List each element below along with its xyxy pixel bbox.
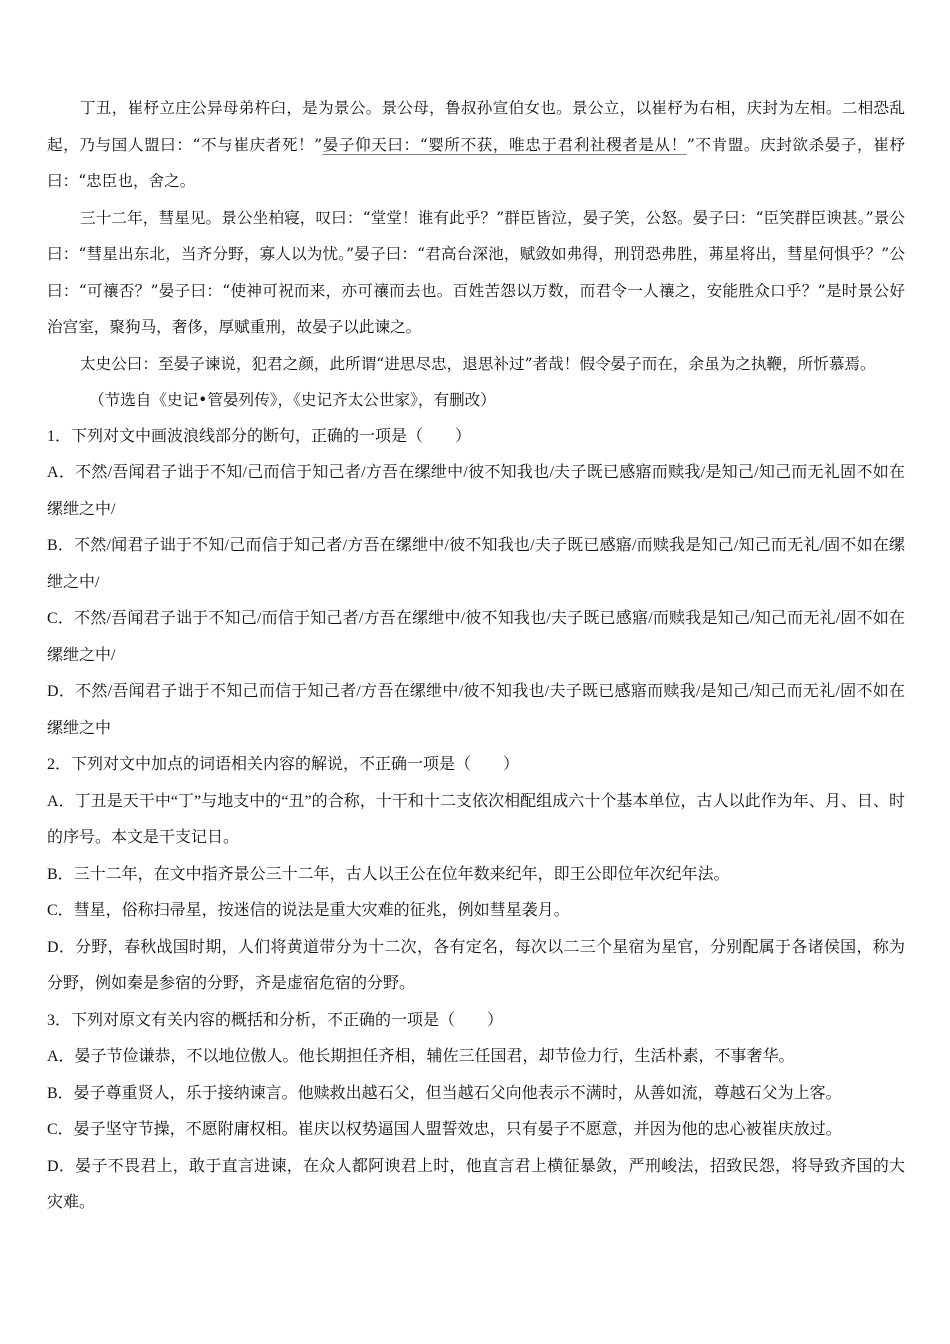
underlined-text: 晏子仰天曰：“婴所不获，唯忠于君利社稷者是从！ (322, 135, 687, 154)
question-1 (47, 419, 905, 748)
passage-paragraph-3: 太史公曰：至晏子谏说，犯君之颜，此所谓“进思尽忠，退思补过”者哉！假令晏子而在，余虽为之执鞭，所忻慕焉。 (80, 354, 876, 373)
text-span: ”不肯盟。庆封欲杀晏子，崔杼曰：“忠臣也，舍之。 (47, 135, 905, 190)
option-a: A．不然/吾闻君子诎于不知/己而信于知己者/方吾在缧绁中/彼不知我也/夫子既已感寤而赎我/是知己/知己而无礼固不如在缧绁之中/ (47, 464, 905, 518)
question-stem: 2．下列对文中加点的词语相关内容的解说，不正确一项是（ ） (47, 756, 520, 773)
question-2 (47, 747, 905, 1003)
option-d: D．不然/吾闻君子诎于不知己而信于知己者/方吾在缧绁中/彼不知我也/夫子既已感寤而赎我/是知己/知己而无礼/固不如在缧绁之中 (47, 683, 905, 737)
passage-paragraph-1 (47, 90, 905, 200)
option-a: A．丁丑是天干中“丁”与地支中的“丑”的合称，十干和十二支依次相配组成六十个基本单位，古人以此作为年、月、日、时的序号。本文是干支记日。 (47, 792, 905, 846)
option-c: C．不然/吾闻君子诎于不知己/而信于知己者/方吾在缧绁中/彼不知我也/夫子既已感寤/而赎我是知己/知己而无礼/固不如在缧绁之中/ (47, 610, 905, 664)
text-span: 丁丑，崔杼立庄公异母弟杵臼，是为景公。景公母，鲁叔孙宣伯女也。景公立，以崔杼为右相，庆封为左相。二相恐乱起，乃与国人盟曰：“不与崔庆者死！” (47, 99, 905, 154)
option-b: B．不然/闻君子诎于不知/己而信于知己者/方吾在缧绁中/彼不知我也/夫子既已感寤/而赎我是知己/知己而无礼/固不如在缧绁之中/ (47, 537, 905, 591)
passage-source: （节选自《史记•管晏列传》，《史记齐太公世家》，有删改） (89, 391, 496, 409)
option-c: C．彗星，俗称扫帚星，按迷信的说法是重大灾难的征兆，例如彗星袭月。 (47, 902, 570, 919)
option-c: C．晏子坚守节操，不愿附庸权相。崔庆以权势逼国人盟誓效忠，只有晏子不愿意，并因为他的忠心被崔庆放过。 (47, 1121, 842, 1138)
document-page (47, 90, 905, 1222)
passage-paragraph-2: 三十二年，彗星见。景公坐柏寝，叹曰：“堂堂！谁有此乎？”群臣皆泣，晏子笑，公怒。晏子曰：“臣笑群臣谀甚。”景公曰：“彗星出东北，当齐分野，寡人以为忧。”晏子曰：“君高台深池，赋敛如弗得，刑罚恐弗胜，茀星将出，彗星何惧乎？”公曰：“可禳否？”晏子曰：“使神可祝而来，亦可禳而去也。百姓苦怨以万数，而君令一人禳之，安能胜众口乎？”是时景公好治宫室，聚狗马，奢侈，厚赋重刑，故晏子以此谏之。 (47, 208, 905, 336)
option-d: D．晏子不畏君上，敢于直言进谏，在众人都阿谀君上时，他直言君上横征暴敛，严刑峻法，招致民怨，将导致齐国的大灾难。 (47, 1157, 905, 1211)
question-stem: 1．下列对文中画波浪线部分的断句，正确的一项是（ ） (47, 427, 472, 445)
question-stem: 3．下列对原文有关内容的概括和分析，不正确的一项是（ ） (47, 1011, 504, 1029)
option-b: B．晏子尊重贤人，乐于接纳谏言。他赎救出越石父，但当越石父向他表示不满时，从善如流，尊越石父为上客。 (47, 1084, 842, 1102)
option-d: D．分野，春秋战国时期，人们将黄道带分为十二次，各有定名，每次以二三个星宿为星官，分别配属于各诸侯国，称为分野，例如秦是参宿的分野，齐是虚宿危宿的分野。 (47, 938, 905, 992)
option-a: A．晏子节俭谦恭，不以地位傲人。他长期担任齐相，辅佐三任国君，却节俭力行，生活朴素，不事奢华。 (47, 1048, 795, 1065)
question-3 (47, 1003, 905, 1222)
option-b: B．三十二年，在文中指齐景公三十二年，古人以王公在位年数来纪年，即王公即位年次纪年法。 (47, 865, 730, 883)
